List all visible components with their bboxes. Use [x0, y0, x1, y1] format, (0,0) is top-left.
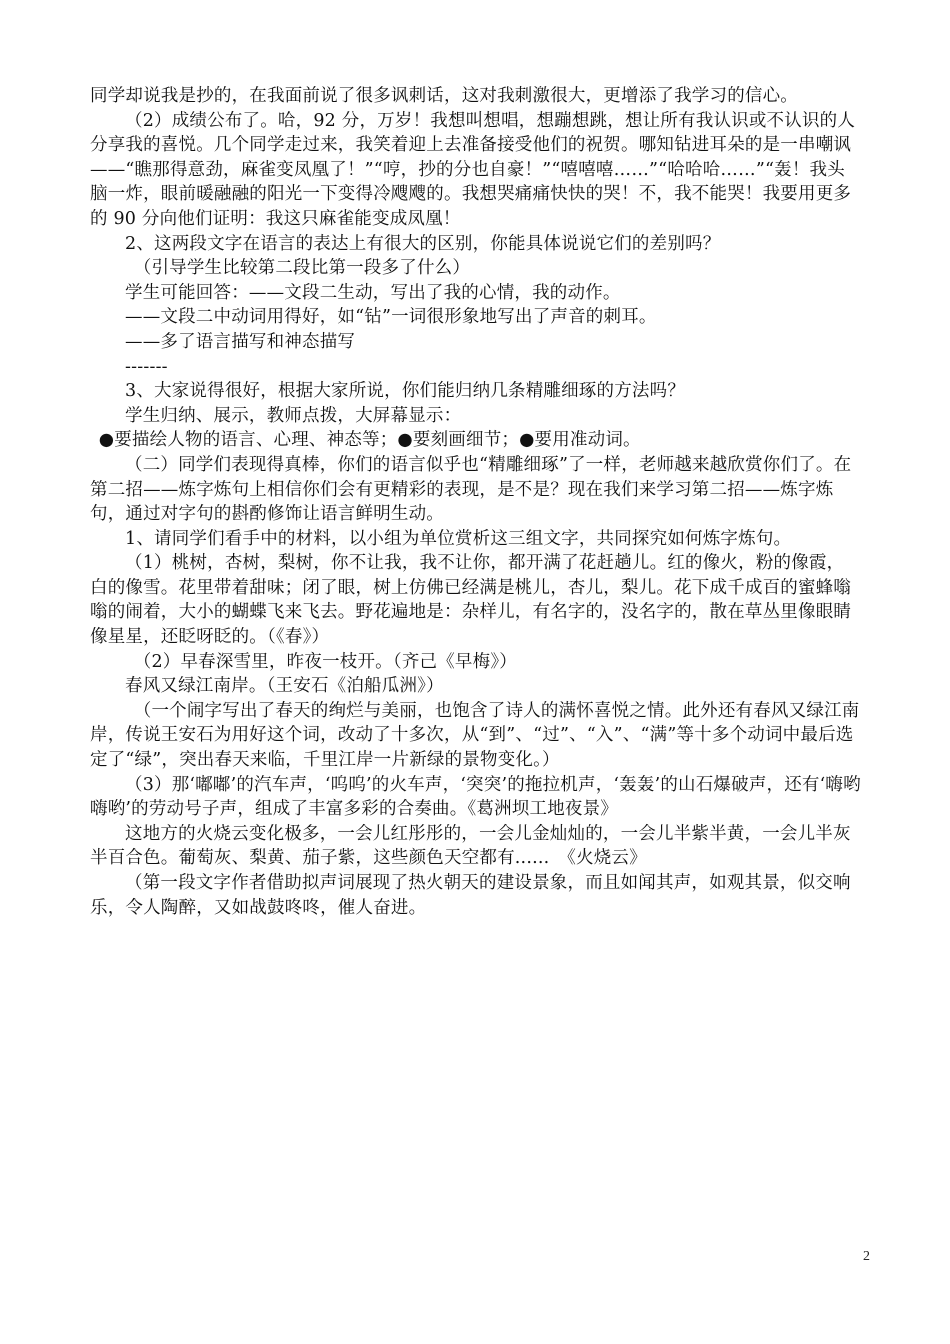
- paragraph: （二）同学们表现得真棒，你们的语言似乎也“精雕细琢”了一样，老师越来越欣赏你们了。在第二招——炼字炼句上相信你们会有更精彩的表现，是不是？现在我们来学习第二招——炼字炼句，通过对字句的斟酌修饰让语言鲜明生动。: [90, 454, 852, 525]
- paragraph: 同学却说我是抄的，在我面前说了很多讽刺话，这对我刺激很大，更增添了我学习的信心。: [90, 86, 798, 106]
- paragraph: （2）成绩公布了。哈，92 分，万岁！我想叫想唱，想蹦想跳，想让所有我认识或不认识的人分享我的喜悦。几个同学走过来，我笑着迎上去准备接受他们的祝贺。哪知钻进耳朵的是一串嘲讽——“瞧那得意劲，麻雀变凤凰了！”“哼，抄的分也自豪！”“嘻嘻嘻……”“哈哈哈……”“轰！我头脑一炸，眼前暖融融的阳光一下变得冷飕飕的。我想哭痛痛快快的哭！不，我不能哭！我要用更多的 90 分向他们证明：我这只麻雀能变成凤凰！: [90, 110, 856, 229]
- paragraph: （一个闹字写出了春天的绚烂与美丽，也饱含了诗人的满怀喜悦之情。此外还有春风又绿江南岸，传说王安石为用好这个词，改动了十多次，从“到”、“过”、“入”、“满”等十多个动词中最后选定了“绿”，突出春天来临，千里江岸一片新绿的景物变化。）: [90, 700, 860, 771]
- paragraph: （第一段文字作者借助拟声词展现了热火朝天的建设景象，而且如闻其声，如观其景，似交响乐，令人陶醉，又如战鼓咚咚，催人奋进。: [90, 873, 851, 918]
- paragraph: 春风又绿江南岸。（王安石《泊船瓜洲》）: [125, 676, 444, 697]
- paragraph: -------: [125, 356, 168, 377]
- bullet-list-line: ●要描绘人物的语言、心理、神态等；●要刻画细节；●要用准动词。: [98, 430, 641, 451]
- paragraph: ——文段二中动词用得好，如“钻”一词很形象地写出了声音的刺耳。: [125, 307, 657, 328]
- paragraph: ——多了语言描写和神态描写: [125, 331, 356, 352]
- paragraph: 这地方的火烧云变化极多，一会儿红彤彤的，一会儿金灿灿的，一会儿半紫半黄，一会儿半灰半百合色。葡萄灰、梨黄、茄子紫，这些颜色天空都有...... 《火烧云》: [90, 823, 851, 869]
- paragraph: （3）那‘嘟嘟’的汽车声，‘呜呜’的火车声，‘突突’的拖拉机声，‘轰轰’的山石爆破声，还有‘嗨哟嗨哟’的劳动号子声，组成了丰富多彩的合奏曲。《葛洲坝工地夜景》: [90, 774, 861, 820]
- paragraph: 学生可能回答：——文段二生动，写出了我的心情，我的动作。: [125, 282, 621, 303]
- paragraph: （2）早春深雪里，昨夜一枝开。（齐己《早梅》）: [133, 651, 517, 672]
- paragraph: （引导学生比较第二段比第一段多了什么）: [133, 258, 471, 279]
- paragraph: 2、这两段文字在语言的表达上有很大的区别，你能具体说说它们的差别吗？: [125, 233, 721, 254]
- document-body: [90, 84, 862, 920]
- paragraph: （1）桃树，杏树，梨树，你不让我，我不让你，都开满了花赶趟儿。红的像火，粉的像霞，白的像雪。花里带着甜味；闭了眼，树上仿佛已经满是桃儿，杏儿，梨儿。花下成千成百的蜜蜂嗡嗡的闹着，大小的蝴蝶飞来飞去。野花遍地是：杂样儿，有名字的，没名字的，散在草丛里像眼睛像星星，还眨呀眨的。（《春》）: [90, 553, 852, 648]
- paragraph: 3、大家说得很好，根据大家所说，你们能归纳几条精雕细琢的方法吗？: [125, 381, 686, 402]
- paragraph: 学生归纳、展示，教师点拨，大屏幕显示：: [125, 405, 462, 426]
- paragraph: 1、请同学们看手中的材料，以小组为单位赏析这三组文字，共同探究如何炼字炼句。: [125, 528, 792, 549]
- page-number: 2: [863, 1249, 870, 1264]
